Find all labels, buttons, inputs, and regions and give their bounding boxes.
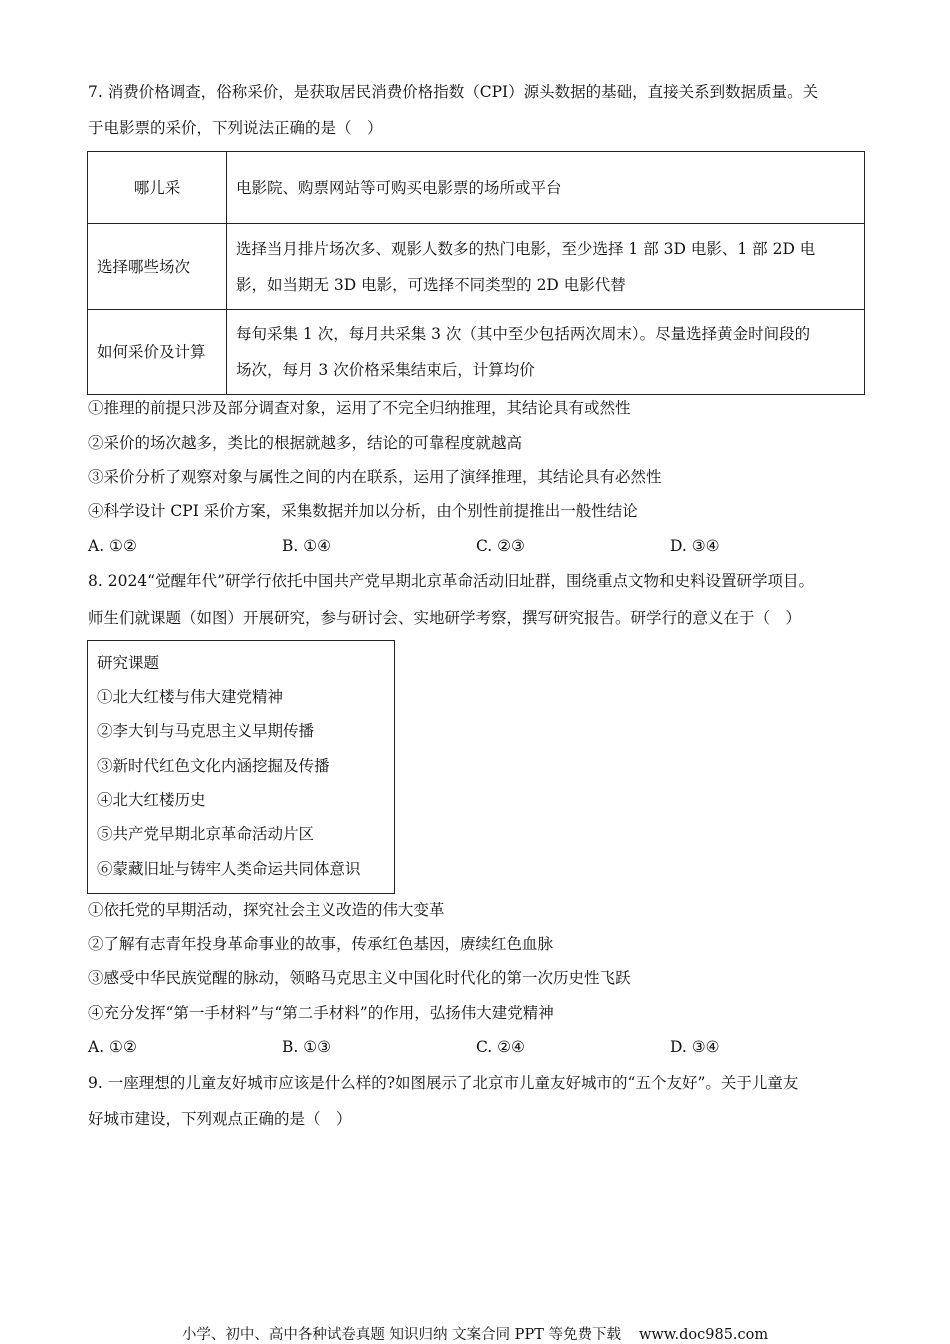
q7-info-table <box>87 151 865 395</box>
box-item: ①北大红楼与伟大建党精神 <box>97 688 284 706</box>
table-value-line: 电影院、购票网站等可购买电影票的场所或平台 <box>236 178 562 197</box>
q8-stem-line2: 师生们就课题（如图）开展研究，参与研讨会、实地研学考察，撰写研究报告。研学行的意义在于（ ） <box>88 609 802 627</box>
q7-option-c: C. ②③ <box>476 537 525 555</box>
q7-stem-line1: 7. 消费价格调查，俗称采价，是获取居民消费价格指数（CPI）源头数据的基础，直接关系到数据质量。关 <box>88 83 819 101</box>
table-key-cell: 如何采价及计算 <box>88 310 227 395</box>
q9-stem-line2: 好城市建设，下列观点正确的是（ ） <box>88 1110 352 1128</box>
box-item: ④北大红楼历史 <box>97 791 206 809</box>
q7-option-a: A. ①② <box>88 537 137 555</box>
table-row <box>88 152 865 224</box>
q8-statement-2: ②了解有志青年投身革命事业的故事，传承红色基因，赓续红色血脉 <box>88 935 554 953</box>
table-value-cell <box>227 152 865 224</box>
box-item: ②李大钊与马克思主义早期传播 <box>97 722 315 740</box>
table-value-cell <box>227 310 865 395</box>
box-item: ⑥蒙藏旧址与铸牢人类命运共同体意识 <box>97 860 361 878</box>
footer-text: 小学、初中、高中各种试卷真题 知识归纳 文案合同 PPT 等免费下载 <box>181 1327 621 1343</box>
table-row <box>88 224 865 310</box>
q8-stem-line1: 8. 2024“觉醒年代”研学行依托中国共产党早期北京革命活动旧址群，围绕重点文物和史料设置研学项目。 <box>88 572 815 590</box>
q8-option-d: D. ③④ <box>670 1038 720 1056</box>
q7-stem-line2: 于电影票的采价，下列说法正确的是（ ） <box>88 119 383 137</box>
q8-option-c: C. ②④ <box>476 1038 525 1056</box>
table-value-line: 选择当月排片场次多、观影人数多的热门电影，至少选择 1 部 3D 电影、1 部 2D 电 <box>236 239 816 258</box>
q8-statement-1: ①依托党的早期活动，探究社会主义改造的伟大变革 <box>88 901 445 919</box>
box-item: ③新时代红色文化内涵挖掘及传播 <box>97 757 330 775</box>
table-key-cell: 哪儿采 <box>88 152 227 224</box>
box-item: ⑤共产党早期北京革命活动片区 <box>97 825 315 843</box>
q8-statement-4: ④充分发挥“第一手材料”与“第二手材料”的作用，弘扬伟大建党精神 <box>88 1004 554 1022</box>
table-value-line: 每旬采集 1 次，每月共采集 3 次（其中至少包括两次周末）。尽量选择黄金时间段的 <box>236 325 811 343</box>
q7-statement-4: ④科学设计 CPI 采价方案，采集数据并加以分析，由个别性前提推出一般性结论 <box>88 502 638 520</box>
table-key-cell: 选择哪些场次 <box>88 224 227 310</box>
table-value-line: 场次，每月 3 次价格采集结束后，计算均价 <box>236 361 535 379</box>
table-value-line: 影，如当期无 3D 电影，可选择不同类型的 2D 电影代替 <box>236 275 626 294</box>
q7-option-b: B. ①④ <box>282 537 332 555</box>
q7-option-d: D. ③④ <box>670 537 720 555</box>
q7-statement-2: ②采价的场次越多，类比的根据就越多，结论的可靠程度就越高 <box>88 434 523 452</box>
box-title: 研究课题 <box>97 654 160 672</box>
footer-url-link[interactable]: www.doc985.com <box>638 1327 769 1343</box>
page-footer <box>0 1323 950 1344</box>
q9-stem-line1: 9. 一座理想的儿童友好城市应该是什么样的?如图展示了北京市儿童友好城市的“五个友好”。关于儿童友 <box>88 1074 799 1092</box>
q8-option-a: A. ①② <box>88 1038 137 1056</box>
table-value-cell <box>227 224 865 310</box>
q8-statement-3: ③感受中华民族觉醒的脉动，领略马克思主义中国化时代化的第一次历史性飞跃 <box>88 969 631 987</box>
q8-option-b: B. ①③ <box>282 1038 332 1056</box>
q8-research-topics-box <box>87 640 395 894</box>
q7-statement-1: ①推理的前提只涉及部分调查对象，运用了不完全归纳推理，其结论具有或然性 <box>88 399 631 417</box>
table-row <box>88 310 865 395</box>
q7-statement-3: ③采价分析了观察对象与属性之间的内在联系，运用了演绎推理，其结论具有必然性 <box>88 468 662 486</box>
